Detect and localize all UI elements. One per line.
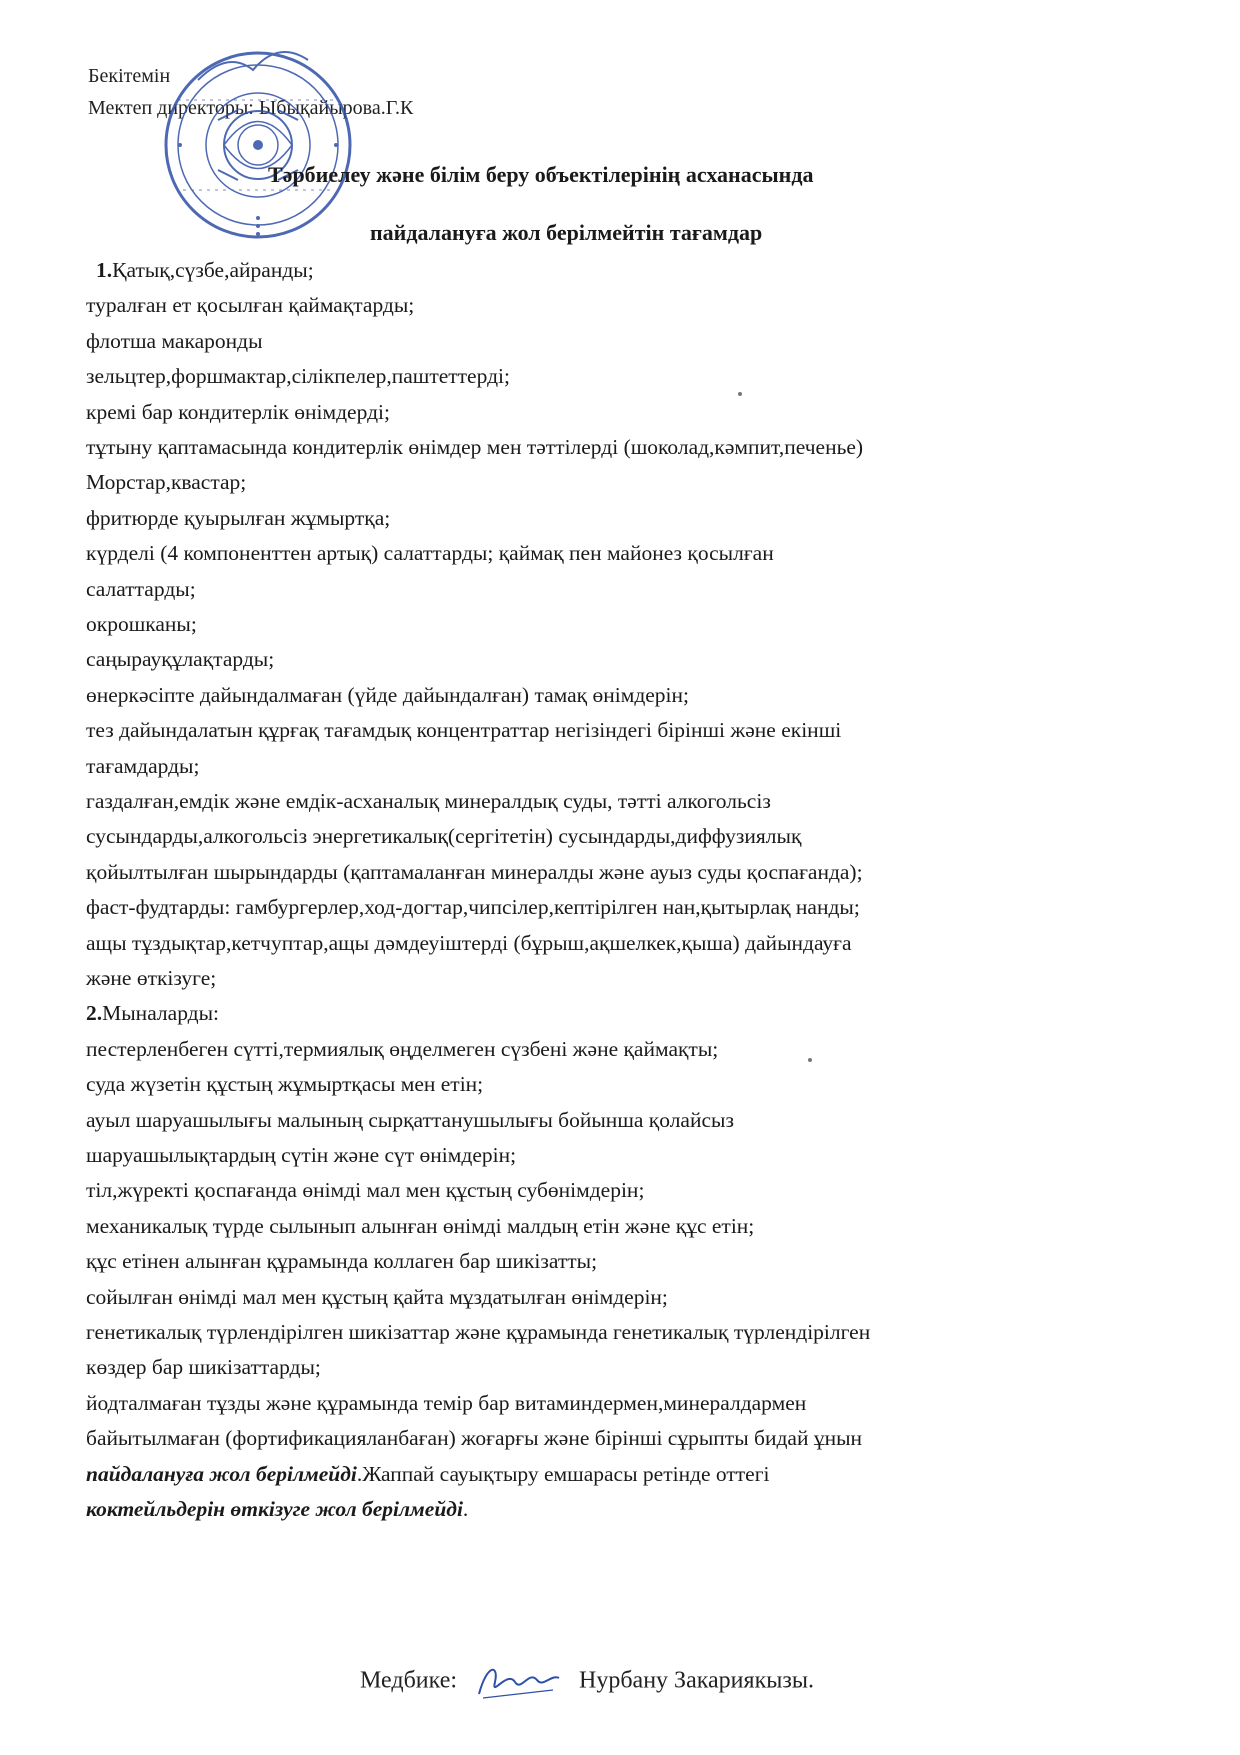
section-1-item: фритюрде қуырылған жұмыртқа; bbox=[86, 505, 391, 530]
nurse-role-label: Медбике: bbox=[360, 1667, 458, 1694]
section-1-first-line bbox=[96, 258, 314, 283]
approval-line-1: Бекітемін bbox=[88, 65, 171, 87]
section-1-item: тағамдарды; bbox=[86, 753, 200, 778]
scan-speck bbox=[738, 392, 742, 396]
section-1-item: тұтыну қаптамасында кондитерлік өнімдер мен тәттілерді (шоколад,кәмпит,печенье) bbox=[86, 435, 864, 459]
section-1-item: зельцтер,форшмактар,сілікпелер,паштеттерді; bbox=[86, 364, 510, 389]
closing-end: . bbox=[462, 1497, 469, 1521]
section-2-item: йодталмаған тұзды және құрамында темір бар витаминдермен,минералдармен bbox=[86, 1390, 807, 1415]
signature-line bbox=[360, 1660, 814, 1704]
prohibition-emphasis-2: коктейльдерін өткізуге жол берілмейді bbox=[86, 1497, 463, 1521]
section-1-item: қойылтылған шырындарды (қаптамаланған минералды және ауыз суды қоспағанда); bbox=[86, 859, 863, 884]
section-2-item: құс етінен алынған құрамында коллаген бар шикізатты; bbox=[86, 1249, 598, 1274]
official-seal-stamp bbox=[158, 40, 358, 250]
handwritten-signature bbox=[473, 1660, 563, 1704]
section-1-item: Қатық,сүзбе,айранды; bbox=[112, 258, 314, 282]
nurse-name: Нурбану Закариякызы. bbox=[579, 1667, 814, 1694]
closing-line-2 bbox=[86, 1497, 468, 1522]
prohibition-emphasis-1: пайдалануға жол берілмейді bbox=[86, 1461, 357, 1486]
section-1-item: салаттарды; bbox=[86, 576, 196, 601]
section-1-item: окрошканы; bbox=[86, 612, 197, 636]
section-2-item: шаруашылықтардың сүтін және сүт өнімдерін; bbox=[86, 1143, 517, 1167]
section-2-item: пестерленбеген сүтті,термиялық өңделмеген сүзбені және қаймақты; bbox=[86, 1036, 719, 1061]
section-2-item: суда жүзетін құстың жұмыртқасы мен етін; bbox=[86, 1072, 484, 1097]
section-2-item: генетикалық түрлендірілген шикізаттар және құрамында генетикалық түрлендірілген bbox=[86, 1320, 871, 1344]
section-1-item: ащы тұздықтар,кетчуптар,ащы дәмдеуіштерді (бұрыш,ақшелкек,қыша) дайындауға bbox=[86, 930, 852, 955]
section-1-item: және өткізуге; bbox=[86, 966, 217, 990]
section-2-item: байытылмаған (фортификацияланбаған) жоғарғы және бірінші сұрыпты бидай ұнын bbox=[86, 1426, 863, 1451]
section-1-item: фаст-фудтарды: гамбургерлер,ход-догтар,чипсілер,кептірілген нан,қытырлақ нанды; bbox=[86, 895, 860, 920]
section-1-item: тез дайындалатын құрғақ тағамдық концентраттар негізіндегі бірінші және екінші bbox=[86, 718, 842, 743]
title-line-1: Тәрбиелеу және білім беру объектілерінің асханасында bbox=[268, 162, 814, 187]
section-1-item: кремі бар кондитерлік өнімдерді; bbox=[86, 399, 390, 424]
closing-text: .Жаппай сауықтыру емшарасы ретінде оттегі bbox=[356, 1461, 770, 1486]
title-line-2: пайдалануға жол берілмейтін тағамдар bbox=[370, 220, 763, 245]
section-1-item: флотша макаронды bbox=[86, 328, 263, 353]
section-1-number: 1. bbox=[96, 258, 113, 282]
section-1-item: туралған ет қосылған қаймақтарды; bbox=[86, 293, 415, 318]
section-2-item: көздер бар шикізаттарды; bbox=[86, 1355, 321, 1380]
section-1-item: газдалған,емдік және емдік-асханалық минералдық суды, тәтті алкогольсіз bbox=[86, 789, 771, 813]
section-2-heading bbox=[86, 1001, 219, 1026]
section-2-item: тіл,жүректі қоспағанда өнімді мал мен құстың субөнімдерін; bbox=[86, 1178, 645, 1203]
approval-line-2: Мектеп директоры: Ыбықайырова.Г.К bbox=[88, 97, 414, 119]
closing-line-1 bbox=[86, 1462, 770, 1487]
section-2-number: 2. bbox=[86, 1001, 103, 1026]
section-1-item: саңырауқұлақтарды; bbox=[86, 647, 275, 672]
section-2-item: механикалық түрде сылынып алынған өнімді малдың етін және құс етін; bbox=[86, 1213, 755, 1238]
section-2-heading-text: Мыналарды: bbox=[102, 1001, 220, 1026]
section-1-item: Морстар,квастар; bbox=[86, 470, 247, 495]
section-2-item: ауыл шаруашылығы малының сырқаттанушылығы бойынша қолайсыз bbox=[86, 1107, 734, 1132]
section-1-item: өнеркәсіпте дайындалмаған (үйде дайындалған) тамақ өнімдерін; bbox=[86, 682, 690, 707]
section-1-item: күрделі (4 компоненттен артық) салаттарды; қаймақ пен майонез қосылған bbox=[86, 541, 774, 566]
section-1-item: сусындарды,алкогольсіз энергетикалық(сергітетін) сусындарды,диффузиялық bbox=[86, 824, 802, 849]
section-2-item: сойылған өнімді мал мен құстың қайта мұздатылған өнімдерін; bbox=[86, 1284, 668, 1309]
scan-speck bbox=[808, 1058, 812, 1062]
